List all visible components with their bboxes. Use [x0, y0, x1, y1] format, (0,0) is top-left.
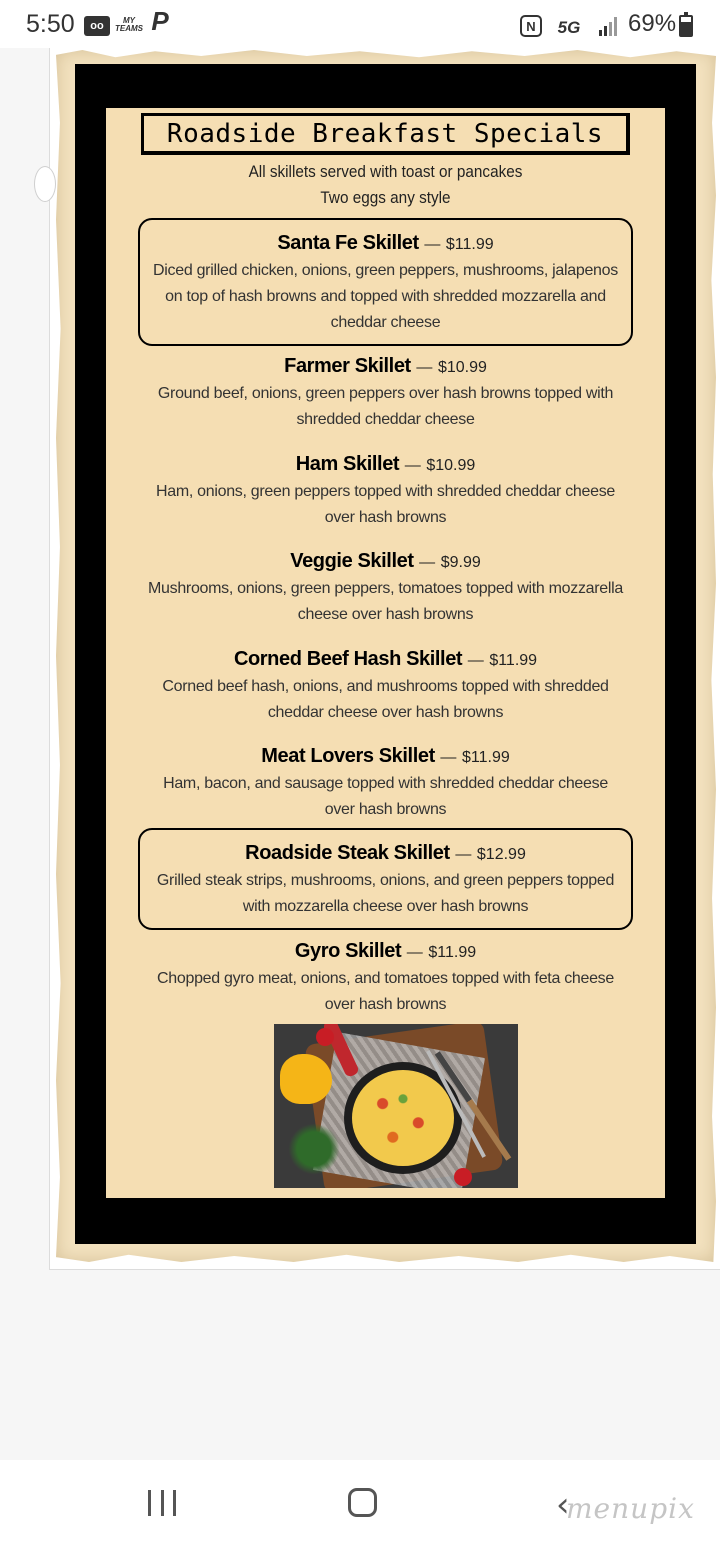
item-name: Meat Lovers Skillet: [261, 745, 435, 767]
navigation-bar: [0, 1460, 720, 1544]
item-description: Diced grilled chicken, onions, green peppers, mushrooms, jalapenos on top of hash browns and topped with shredded mozzarella and cheddar cheese: [153, 262, 618, 331]
voicemail-icon: oo: [84, 16, 110, 36]
p-app-icon: P: [151, 5, 169, 36]
scrambled-eggs: [352, 1070, 454, 1166]
tomato: [454, 1168, 472, 1186]
item-description: Mushrooms, onions, green peppers, tomatoes topped with mozzarella cheese over hash browns: [148, 580, 623, 623]
menu-title: Roadside Breakfast Specials: [166, 118, 604, 149]
network-type: 5G: [557, 18, 581, 37]
item-description: Ground beef, onions, green peppers over hash browns topped with shredded cheddar cheese: [157, 385, 614, 428]
recent-apps-icon[interactable]: [148, 1490, 176, 1516]
item-separator: —: [455, 846, 472, 863]
menu-item-ham: [138, 451, 633, 531]
item-price: $12.99: [476, 846, 526, 863]
item-separator: —: [424, 236, 441, 253]
item-separator: —: [416, 359, 433, 376]
item-description: Ham, onions, green peppers topped with shredded cheddar cheese over hash browns: [155, 483, 616, 526]
menu-item-farmer: [138, 353, 633, 433]
menu-subtitle-line2: Two eggs any style: [320, 188, 451, 207]
back-icon[interactable]: ‹: [556, 1485, 570, 1525]
teams-icon: MY TEAMS: [115, 16, 143, 33]
menu-item-santa-fe: [138, 218, 633, 346]
battery-percent: 69%: [628, 10, 677, 37]
item-price: $11.99: [489, 652, 538, 669]
menu-title-box: [141, 113, 630, 155]
menu-item-meat-lovers: [138, 743, 633, 823]
item-description: Corned beef hash, onions, and mushrooms topped with shredded cheddar cheese over hash browns: [162, 678, 609, 721]
item-description: Grilled steak strips, mushrooms, onions, and green peppers topped with mozzarella cheese over hash browns: [156, 872, 615, 915]
item-separator: —: [419, 554, 436, 571]
item-description: Ham, bacon, and sausage topped with shredded cheddar cheese over hash browns: [163, 775, 608, 818]
menu-item-corned-beef: [138, 646, 633, 726]
item-description: Chopped gyro meat, onions, and tomatoes topped with feta cheese over hash browns: [157, 970, 614, 1013]
item-separator: —: [406, 944, 423, 961]
item-price: $11.99: [428, 944, 477, 961]
item-separator: —: [440, 749, 457, 766]
signal-icon: [598, 14, 620, 38]
status-bar: [0, 0, 720, 48]
menu-item-veggie: [138, 548, 633, 628]
item-separator: —: [404, 457, 421, 474]
item-name: Corned Beef Hash Skillet: [233, 648, 463, 670]
item-name: Gyro Skillet: [294, 940, 402, 962]
item-price: $10.99: [437, 359, 487, 376]
status-time: 5:50: [26, 10, 75, 38]
menu-subtitle-line1: All skillets served with toast or pancakes: [248, 162, 523, 181]
menu-item-gyro: [138, 938, 633, 1018]
page-edge-handle[interactable]: [34, 166, 56, 202]
item-name: Roadside Steak Skillet: [245, 842, 450, 864]
item-name: Santa Fe Skillet: [277, 232, 419, 254]
skillet-photo: [274, 1024, 518, 1188]
item-name: Veggie Skillet: [290, 550, 414, 572]
battery-icon: [679, 15, 693, 37]
item-name: Ham Skillet: [295, 453, 400, 475]
item-price: $11.99: [445, 236, 494, 253]
nfc-icon: N: [520, 15, 542, 37]
item-price: $10.99: [426, 457, 476, 474]
item-price: $11.99: [461, 749, 510, 766]
menu-content: [106, 108, 665, 1198]
item-name: Farmer Skillet: [284, 355, 411, 377]
tomato: [316, 1028, 334, 1046]
menupix-watermark: menupix: [566, 1492, 695, 1525]
dill-herb: [284, 1119, 344, 1179]
item-separator: —: [467, 652, 484, 669]
yellow-pepper: [280, 1054, 332, 1104]
home-icon[interactable]: [348, 1488, 377, 1517]
item-price: $9.99: [440, 554, 481, 571]
menu-item-roadside-steak: [138, 828, 633, 930]
